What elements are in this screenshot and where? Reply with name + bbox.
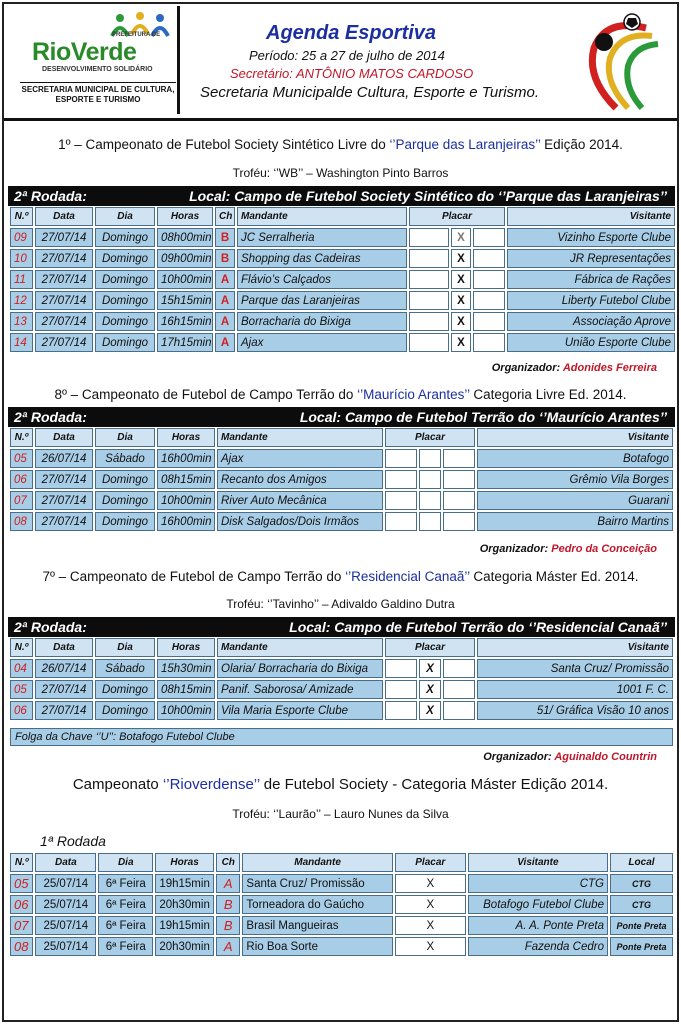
s3-organizer: Organizador: Aguinaldo Countrin bbox=[483, 751, 657, 763]
table-row: 08 25/07/14 6ª Feira 20h30min A Rio Boa Sorte X Fazenda Cedro Ponte Preta bbox=[10, 937, 673, 956]
logo-tagline: DESENVOLVIMENTO SOLIDÁRIO bbox=[42, 66, 153, 73]
table-row: 08 27/07/14 Domingo 16h00min Disk Salgados/Dois Irmãos Bairro Martins bbox=[10, 512, 673, 531]
secretary: Secretário: ANTÔNIO MATOS CARDOSO bbox=[230, 66, 474, 81]
s3-title: 7º – Campeonato de Futebol de Campo Terrão do ‘’Residencial Canaã’’ Categoria Máster Ed. 2014. bbox=[42, 569, 639, 584]
table-row: 11 27/07/14 Domingo 10h00min A Flávio’s Calçados X Fábrica de Rações bbox=[10, 270, 675, 289]
s4-table bbox=[8, 851, 675, 958]
round-label: 2ª Rodada: bbox=[14, 409, 87, 425]
s1-round-band bbox=[8, 186, 675, 206]
s3-table bbox=[8, 636, 675, 722]
table-header: N.º Data Dia Horas Ch Mandante Placar Visitante Local bbox=[10, 853, 673, 872]
s2-table bbox=[8, 426, 675, 533]
department: Secretaria Municipalde Cultura, Esporte e Turismo. bbox=[200, 84, 540, 101]
round-location: Local: Campo de Futebol Terrão do ‘’Maurício Arantes’’ bbox=[299, 409, 667, 425]
table-header: N.º Data Dia Horas Mandante Placar Visitante bbox=[10, 428, 673, 447]
round-location: Local: Campo de Futebol Society Sintético do ‘’Parque das Laranjeiras’’ bbox=[189, 188, 667, 204]
round-location: Local: Campo de Futebol Terrão do ‘’Residencial Canaã’’ bbox=[289, 619, 667, 635]
table-row: 13 27/07/14 Domingo 16h15min A Borracharia do Bixiga X Associação Aprove bbox=[10, 312, 675, 331]
s1-trophy: Troféu: ‘’WB’’ – Washington Pinto Barros bbox=[232, 166, 449, 180]
s3-folga: Folga da Chave ‘’U’’: Botafogo Futebol Clube bbox=[10, 728, 673, 746]
table-row: 06 25/07/14 6ª Feira 20h30min B Torneadora do Gaúcho X Botafogo Futebol Clube CTG bbox=[10, 895, 673, 914]
s3-trophy: Troféu: ‘’Tavinho’’ – Adivaldo Galdino Dutra bbox=[226, 597, 455, 611]
table-row: 10 27/07/14 Domingo 09h00min B Shopping das Cadeiras X JR Representações bbox=[10, 249, 675, 268]
table-row: 06 27/07/14 Domingo 08h15min Recanto dos Amigos Grêmio Vila Borges bbox=[10, 470, 673, 489]
s3-round-band bbox=[8, 617, 675, 637]
s2-organizer: Organizador: Pedro da Conceição bbox=[479, 543, 657, 555]
table-header: N.º Data Dia Horas Mandante Placar Visitante bbox=[10, 638, 673, 657]
rioverde-logo bbox=[8, 6, 180, 114]
table-row: 04 26/07/14 Sábado 15h30min Olaria/ Borracharia do Bixiga X Santa Cruz/ Promissão bbox=[10, 659, 673, 678]
round-label: 2ª Rodada: bbox=[14, 188, 87, 204]
s1-table bbox=[8, 205, 677, 354]
s2-round-band bbox=[8, 407, 675, 427]
s1-organizer: Organizador: Adonides Ferreira bbox=[491, 362, 657, 374]
round-label: 2ª Rodada: bbox=[14, 619, 87, 635]
table-row: 14 27/07/14 Domingo 17h15min A Ajax X União Esporte Clube bbox=[10, 333, 675, 352]
header bbox=[4, 4, 677, 116]
table-row: 07 25/07/14 6ª Feira 19h15min B Brasil Mangueiras X A. A. Ponte Preta Ponte Preta bbox=[10, 916, 673, 935]
s1-title: 1º – Campeonato de Futebol Society Sintético Livre do ‘’Parque das Laranjeiras’’ Edição 2014. bbox=[58, 137, 623, 152]
table-row: 05 26/07/14 Sábado 16h00min Ajax Botafogo bbox=[10, 449, 673, 468]
table-row: 09 27/07/14 Domingo 08h00min B JC Serralheria X Vizinho Esporte Clube bbox=[10, 228, 675, 247]
logo-prefeitura: PREFEITURA DE bbox=[112, 32, 161, 38]
period: Período: 25 a 27 de julho de 2014 bbox=[249, 48, 445, 63]
s2-title: 8º – Campeonato de Futebol de Campo Terrão do ‘’Maurício Arantes’’ Categoria Livre Ed. 2014. bbox=[54, 387, 627, 402]
s4-round: 1ª Rodada bbox=[40, 833, 106, 849]
header-rule bbox=[4, 118, 677, 121]
table-row: 05 25/07/14 6ª Feira 19h15min A Santa Cruz/ Promissão X CTG CTG bbox=[10, 874, 673, 893]
s4-title: Campeonato ‘’Rioverdense’’ de Futebol Society - Categoria Máster Edição 2014. bbox=[72, 776, 609, 793]
table-row: 06 27/07/14 Domingo 10h00min Vila Maria Esporte Clube X 51/ Gráfica Visão 10 anos bbox=[10, 701, 673, 720]
logo-secretaria: SECRETARIA MUNICIPAL DE CULTURA, ESPORTE E TURISMO bbox=[20, 82, 176, 104]
logo-name: RioVerde bbox=[32, 38, 137, 66]
table-header: N.º Data Dia Horas Ch Mandante Placar Visitante bbox=[10, 207, 675, 226]
table-row: 07 27/07/14 Domingo 10h00min River Auto Mecânica Guarani bbox=[10, 491, 673, 510]
sports-logo-icon bbox=[576, 8, 668, 112]
table-row: 12 27/07/14 Domingo 15h15min A Parque das Laranjeiras X Liberty Futebol Clube bbox=[10, 291, 675, 310]
table-row: 05 27/07/14 Domingo 08h15min Panif. Saborosa/ Amizade X 1001 F. C. bbox=[10, 680, 673, 699]
page-title: Agenda Esportiva bbox=[266, 22, 437, 44]
s4-trophy: Troféu: ‘’Laurão’’ – Lauro Nunes da Silva bbox=[232, 807, 449, 821]
